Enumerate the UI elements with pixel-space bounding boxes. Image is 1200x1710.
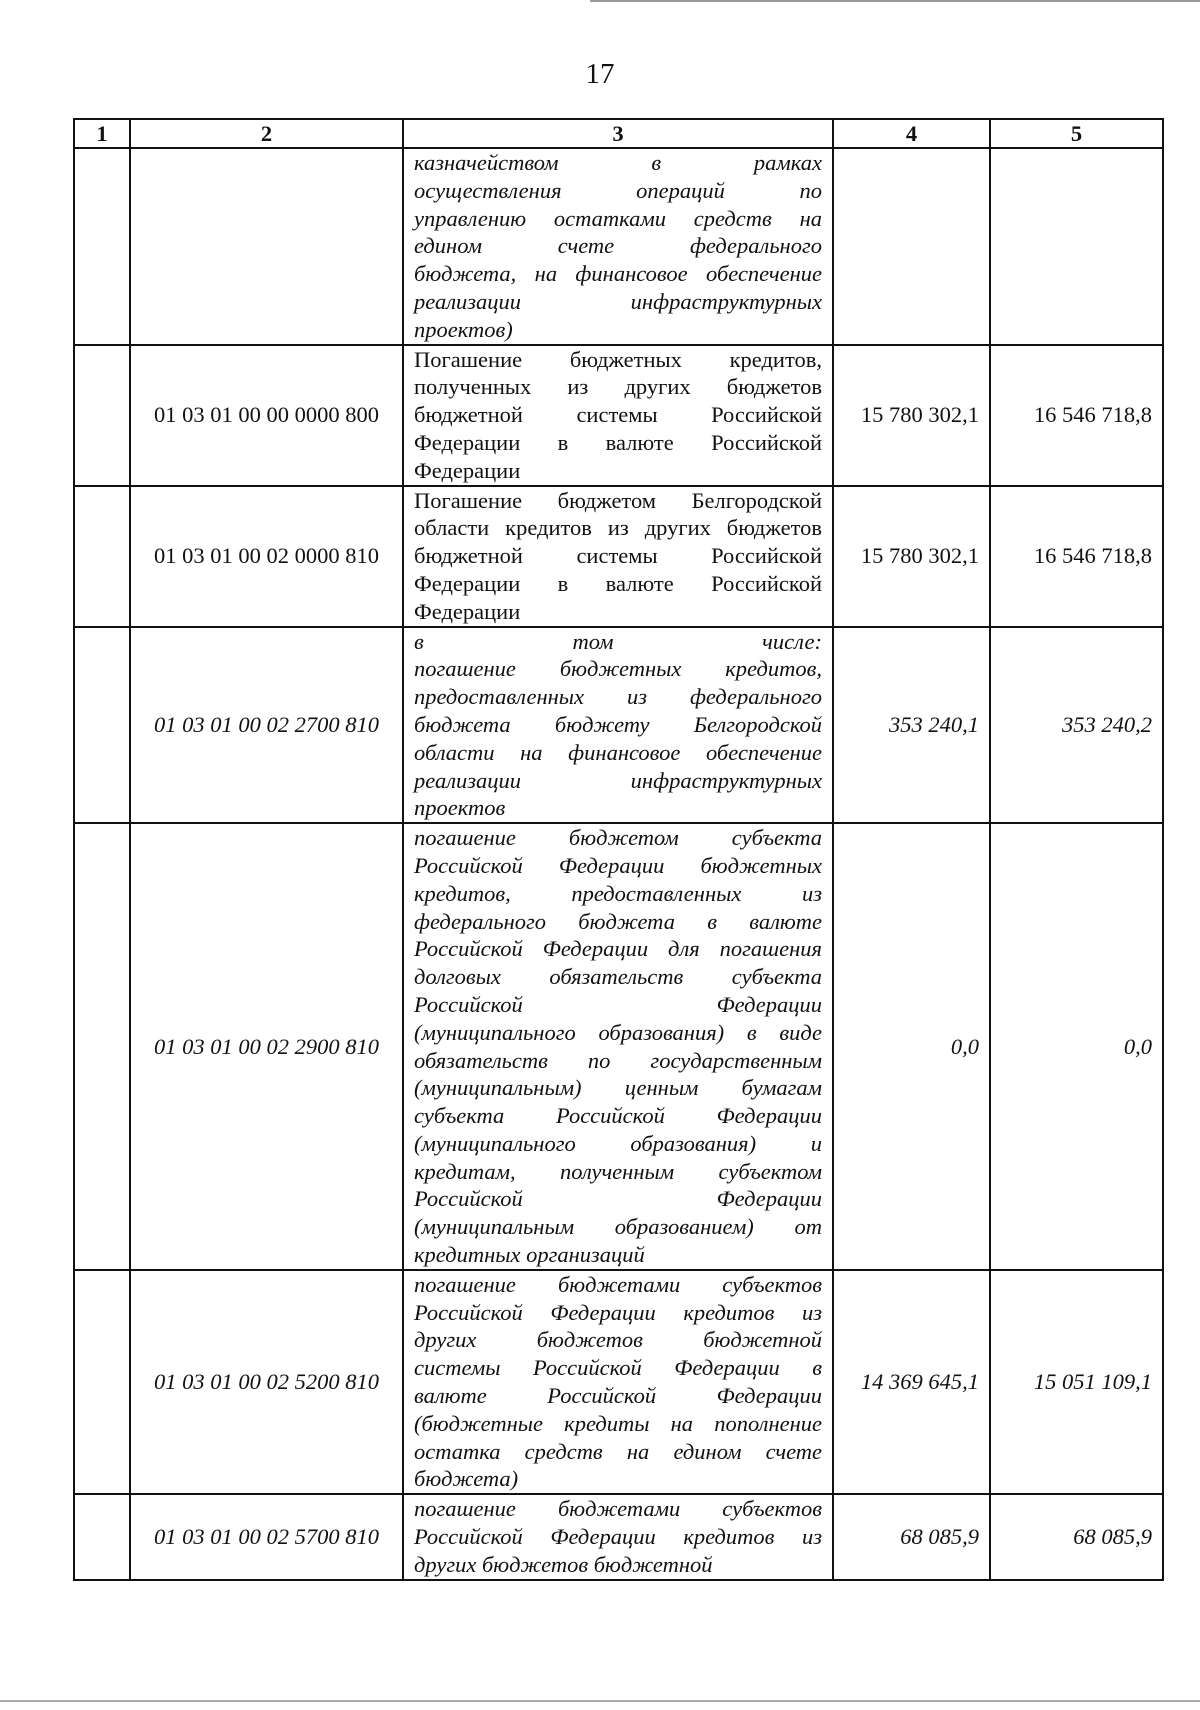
row-col-1 [74,345,130,486]
row-code: 01 03 01 00 02 2700 810 [130,627,403,824]
row-code: 01 03 01 00 02 2900 810 [130,823,403,1270]
row-code: 01 03 01 00 02 5700 810 [130,1494,403,1579]
description-line: (муниципальным) ценным бумагам [414,1075,822,1101]
scan-artifact-top [590,0,1200,2]
table-row [74,486,1163,627]
row-value-col-5 [990,148,1163,345]
scan-artifact-bottom [0,1700,1200,1702]
table-row [74,823,1163,1270]
table-row [74,627,1163,824]
row-description [403,486,833,627]
description-line: осуществления операций по [414,177,822,203]
description-line: бюджета) [414,1466,519,1492]
page-number: 17 [585,58,615,90]
row-code: 01 03 01 00 02 0000 810 [130,486,403,627]
description-line: Федерации [414,457,521,483]
description-line: системы Российской Федерации в [414,1355,822,1381]
header-col-4: 4 [833,119,990,148]
description-line: долговых обязательств субъекта [414,964,822,990]
description-line: обязательств по государственным [414,1047,822,1073]
description-line: других бюджетов бюджетной [414,1551,713,1577]
description-line: кредитных организаций [414,1242,645,1268]
description-line: (бюджетные кредиты на пополнение [414,1410,822,1436]
table-row [74,1494,1163,1579]
table-row [74,345,1163,486]
row-code: 01 03 01 00 00 0000 800 [130,345,403,486]
description-line: погашение бюджетом субъекта [414,825,822,851]
description-line: погашение бюджетных кредитов, [414,656,822,682]
table-row [74,1270,1163,1494]
description-line: Погашение бюджетных кредитов, [414,346,822,372]
row-col-1 [74,1494,130,1579]
description-line: казначейством в рамках [414,150,822,175]
description-line: Федерации в валюте Российской [414,429,822,455]
description-line: Российской Федерации [414,1186,822,1212]
description-line: Федерации в валюте Российской [414,570,822,596]
header-col-5: 5 [990,119,1163,148]
row-col-1 [74,1270,130,1494]
row-description [403,1270,833,1494]
description-line: (муниципальным образованием) от [414,1214,822,1240]
description-line: в том числе: [414,628,822,654]
row-value-col-4: 0,0 [833,823,990,1270]
description-line: Российской Федерации кредитов из [414,1524,822,1550]
row-value-col-5: 16 546 718,8 [990,486,1163,627]
row-value-col-5: 68 085,9 [990,1494,1163,1579]
description-line: федерального бюджета в валюте [414,908,822,934]
table-row [74,148,1163,345]
header-col-3: 3 [403,119,833,148]
row-value-col-4: 15 780 302,1 [833,345,990,486]
row-col-1 [74,823,130,1270]
row-code [130,148,403,345]
description-line: (муниципального образования) и [414,1130,822,1156]
description-line: Погашение бюджетом Белгородской [414,487,822,513]
description-line: Федерации [414,598,521,624]
row-value-col-4: 68 085,9 [833,1494,990,1579]
description-line: погашение бюджетами субъектов [414,1496,822,1522]
description-line: едином счете федерального [414,233,822,259]
row-description [403,345,833,486]
row-code: 01 03 01 00 02 5200 810 [130,1270,403,1494]
description-line: (муниципального образования) в виде [414,1019,822,1045]
row-col-1 [74,148,130,345]
row-description [403,148,833,345]
description-line: проектов) [414,316,513,342]
row-col-1 [74,627,130,824]
description-line: полученных из других бюджетов [414,374,822,400]
description-line: управлению остатками средств на [414,205,822,231]
header-col-1: 1 [74,119,130,148]
header-row [74,119,1163,148]
table-body [74,148,1163,1580]
description-line: Российской Федерации [414,991,822,1017]
description-line: проектов [414,795,506,821]
description-line: валюте Российской Федерации [414,1383,822,1409]
description-line: реализации инфраструктурных [414,288,822,314]
row-description [403,627,833,824]
description-line: Российской Федерации бюджетных [414,852,822,878]
description-line: бюджета бюджету Белгородской [414,711,822,737]
row-value-col-4: 353 240,1 [833,627,990,824]
row-value-col-5: 0,0 [990,823,1163,1270]
row-value-col-5: 16 546 718,8 [990,345,1163,486]
description-line: бюджетной системы Российской [414,543,822,569]
description-line: кредитам, полученным субъектом [414,1158,822,1184]
row-value-col-4 [833,148,990,345]
row-value-col-5: 15 051 109,1 [990,1270,1163,1494]
budget-table [73,118,1164,1581]
description-line: бюджетной системы Российской [414,402,822,428]
row-value-col-5: 353 240,2 [990,627,1163,824]
description-line: области на финансовое обеспечение [414,739,822,765]
description-line: реализации инфраструктурных [414,767,822,793]
row-value-col-4: 15 780 302,1 [833,486,990,627]
description-line: субъекта Российской Федерации [414,1103,822,1129]
row-description [403,1494,833,1579]
header-col-2: 2 [130,119,403,148]
description-line: области кредитов из других бюджетов [414,515,822,541]
description-line: бюджета, на финансовое обеспечение [414,261,822,287]
description-line: Российской Федерации кредитов из [414,1299,822,1325]
description-line: остатка средств на едином счете [414,1438,822,1464]
row-description [403,823,833,1270]
row-col-1 [74,486,130,627]
description-line: погашение бюджетами субъектов [414,1271,822,1297]
row-value-col-4: 14 369 645,1 [833,1270,990,1494]
description-line: кредитов, предоставленных из [414,880,822,906]
description-line: Российской Федерации для погашения [414,936,822,962]
description-line: предоставленных из федерального [414,684,822,710]
description-line: других бюджетов бюджетной [414,1327,822,1353]
